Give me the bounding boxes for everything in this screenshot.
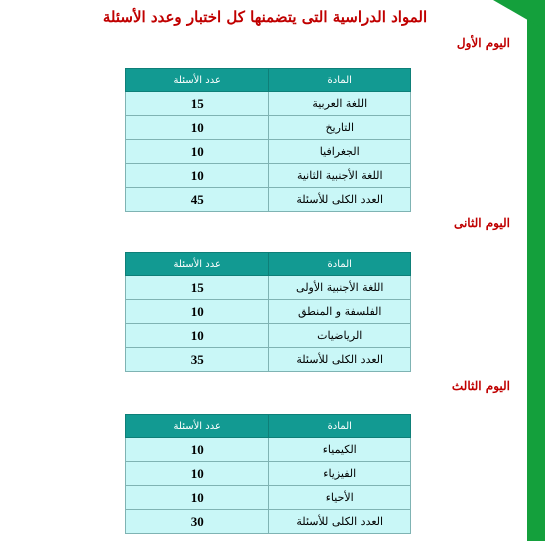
count-cell: 10 [126,300,269,324]
table-row-total [126,348,411,372]
count-cell: 10 [126,438,269,462]
day-2-label: اليوم الثانى [453,216,510,230]
count-cell: 10 [126,164,269,188]
subject-cell: الأحياء [269,486,411,510]
header-subject: المادة [269,415,411,438]
count-cell: 10 [126,486,269,510]
decorative-corner [493,0,545,30]
count-cell: 45 [126,188,269,212]
page-title: المواد الدراسية التى يتضمنها كل اختبار وعدد الأسئلة [102,8,428,26]
table-row [126,462,411,486]
table-row-total [126,510,411,534]
subject-cell: اللغة الأجنبية الأولى [269,276,411,300]
table-row [126,276,411,300]
table-row-total [126,188,411,212]
count-cell: 10 [126,116,269,140]
count-cell: 10 [126,462,269,486]
header-count: عدد الأسئلة [126,415,269,438]
subject-cell: العدد الكلى للأسئلة [269,510,411,534]
decorative-side-bar [527,0,545,541]
count-cell: 35 [126,348,269,372]
count-cell: 10 [126,324,269,348]
count-cell: 15 [126,92,269,116]
subject-cell: الكيمياء [269,438,411,462]
subject-cell: العدد الكلى للأسئلة [269,188,411,212]
header-subject: المادة [269,253,411,276]
table-row [126,438,411,462]
day-3-table [125,414,411,534]
table-row [126,164,411,188]
table-header-row [126,69,411,92]
header-count: عدد الأسئلة [126,253,269,276]
subject-cell: التاريخ [269,116,411,140]
day-3-label: اليوم الثالث [451,379,510,393]
table-row [126,116,411,140]
day-1-label: اليوم الأول [456,36,510,50]
day-1-table [125,68,411,212]
subject-cell: اللغة الأجنبية الثانية [269,164,411,188]
table-row [126,486,411,510]
table-header-row [126,253,411,276]
table-row [126,92,411,116]
day-2-table [125,252,411,372]
table-header-row [126,415,411,438]
subject-cell: الرياضيات [269,324,411,348]
subject-cell: الفلسفة و المنطق [269,300,411,324]
subject-cell: العدد الكلى للأسئلة [269,348,411,372]
subject-cell: الجغرافيا [269,140,411,164]
header-count: عدد الأسئلة [126,69,269,92]
count-cell: 15 [126,276,269,300]
header-subject: المادة [269,69,411,92]
table-row [126,300,411,324]
subject-cell: الفيزياء [269,462,411,486]
subject-cell: اللغة العربية [269,92,411,116]
table-row [126,140,411,164]
count-cell: 30 [126,510,269,534]
table-row [126,324,411,348]
count-cell: 10 [126,140,269,164]
